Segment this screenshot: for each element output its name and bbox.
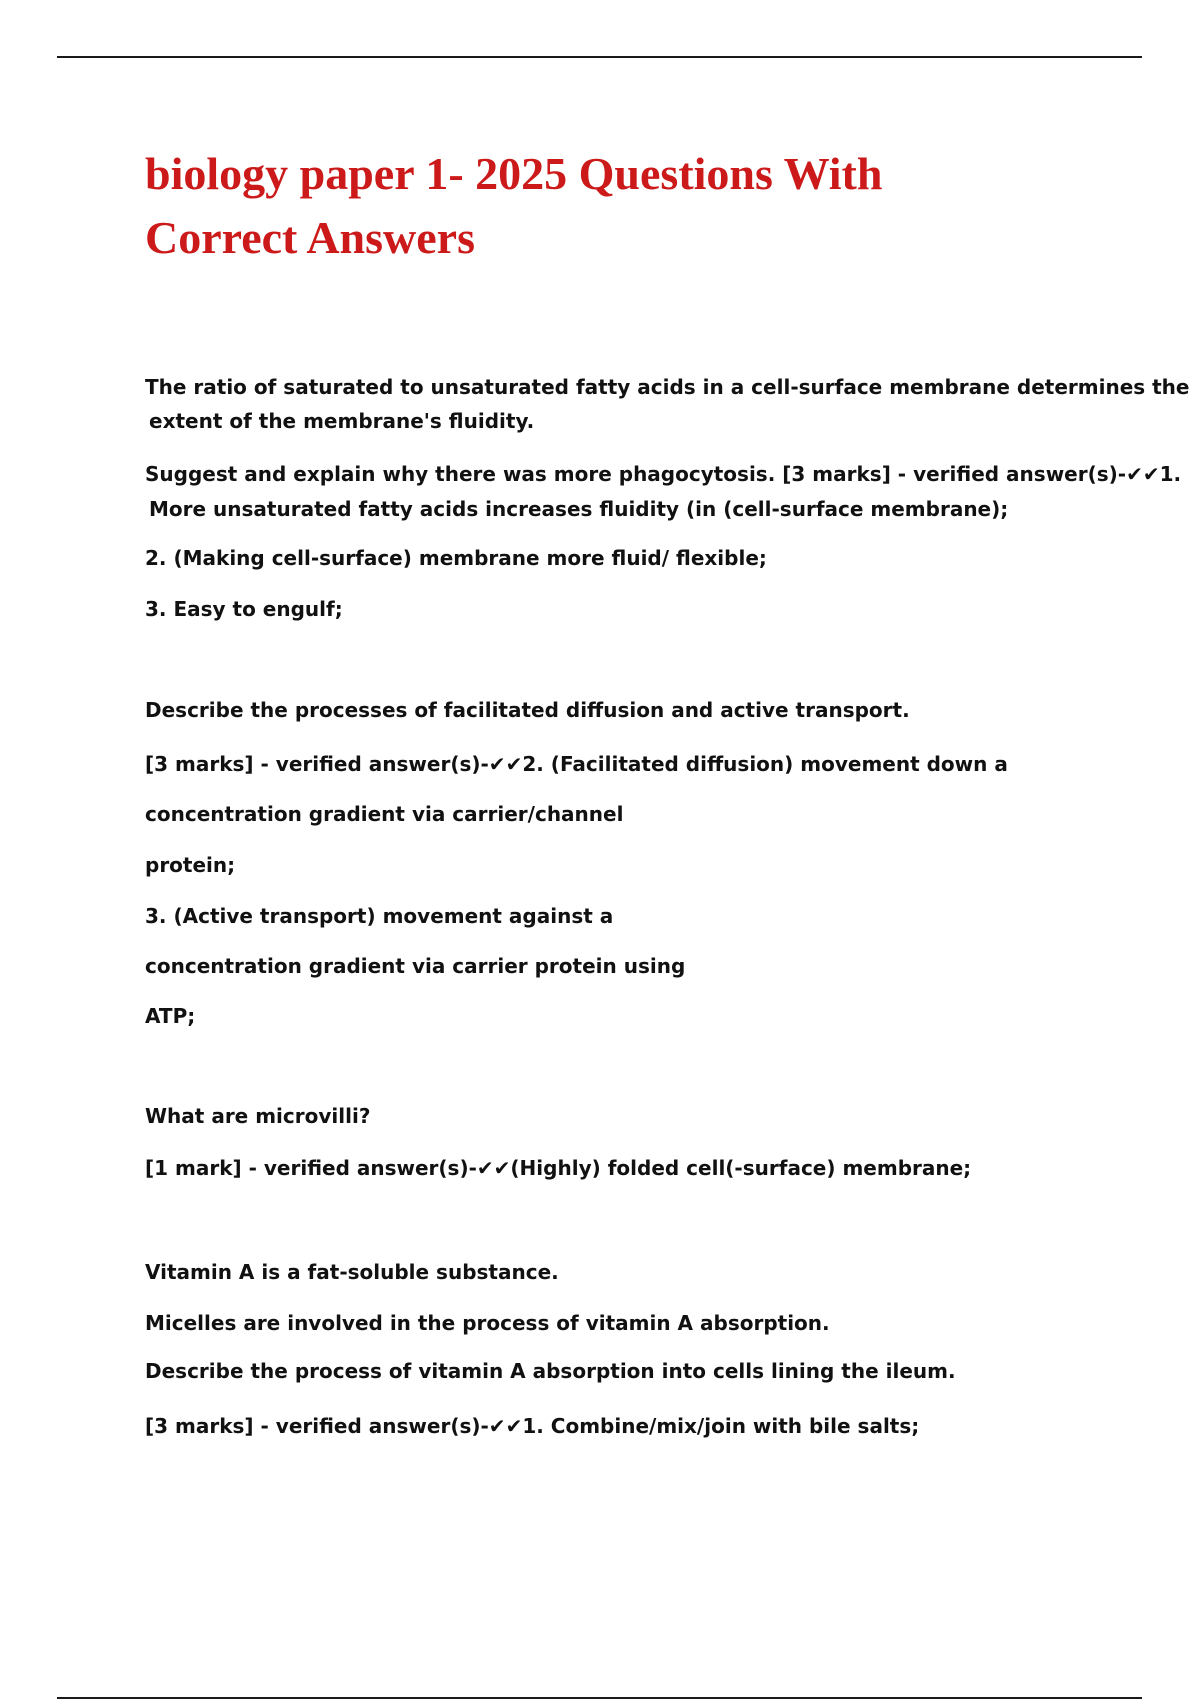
document-title bbox=[145, 142, 1045, 270]
title-line-1: biology paper 1- 2025 Questions With bbox=[145, 148, 883, 199]
q2-answer-line-3: protein; bbox=[145, 853, 236, 877]
q4-answer-line-1: [3 marks] - verified answer(s)-✔✔1. Combine/mix/join with bile salts; bbox=[145, 1414, 920, 1438]
q2-answer-line-4: 3. (Active transport) movement against a bbox=[145, 904, 614, 928]
q2-answer-line-2: concentration gradient via carrier/channel bbox=[145, 802, 624, 826]
q4-prompt-line-2: Micelles are involved in the process of vitamin A absorption. bbox=[145, 1311, 830, 1335]
q3-answer-line-1: [1 mark] - verified answer(s)-✔✔(Highly) folded cell(-surface) membrane; bbox=[145, 1156, 972, 1180]
q2-answer-line-6: ATP; bbox=[145, 1004, 196, 1028]
q1-answer-line-3: 2. (Making cell-surface) membrane more fluid/ flexible; bbox=[145, 546, 767, 570]
top-divider bbox=[57, 56, 1142, 58]
bottom-divider bbox=[57, 1697, 1142, 1699]
title-line-2: Correct Answers bbox=[145, 212, 475, 263]
q1-answer-line-1: Suggest and explain why there was more phagocytosis. [3 marks] - verified answer(s)-✔✔1. bbox=[145, 462, 1182, 486]
q4-prompt-line-1: Vitamin A is a fat-soluble substance. bbox=[145, 1260, 559, 1284]
q1-answer-line-2: More unsaturated fatty acids increases fluidity (in (cell-surface membrane); bbox=[149, 497, 1009, 521]
q1-prompt-line-2: extent of the membrane's fluidity. bbox=[149, 409, 535, 433]
q1-answer-line-4: 3. Easy to engulf; bbox=[145, 597, 343, 621]
q3-prompt-line-1: What are microvilli? bbox=[145, 1104, 371, 1128]
q2-answer-line-1: [3 marks] - verified answer(s)-✔✔2. (Facilitated diffusion) movement down a bbox=[145, 752, 1008, 776]
q4-prompt-line-3: Describe the process of vitamin A absorption into cells lining the ileum. bbox=[145, 1359, 956, 1383]
q2-answer-line-5: concentration gradient via carrier protein using bbox=[145, 954, 686, 978]
q2-prompt-line-1: Describe the processes of facilitated diffusion and active transport. bbox=[145, 698, 910, 722]
q1-prompt-line-1: The ratio of saturated to unsaturated fatty acids in a cell-surface membrane determines the bbox=[145, 375, 1190, 399]
